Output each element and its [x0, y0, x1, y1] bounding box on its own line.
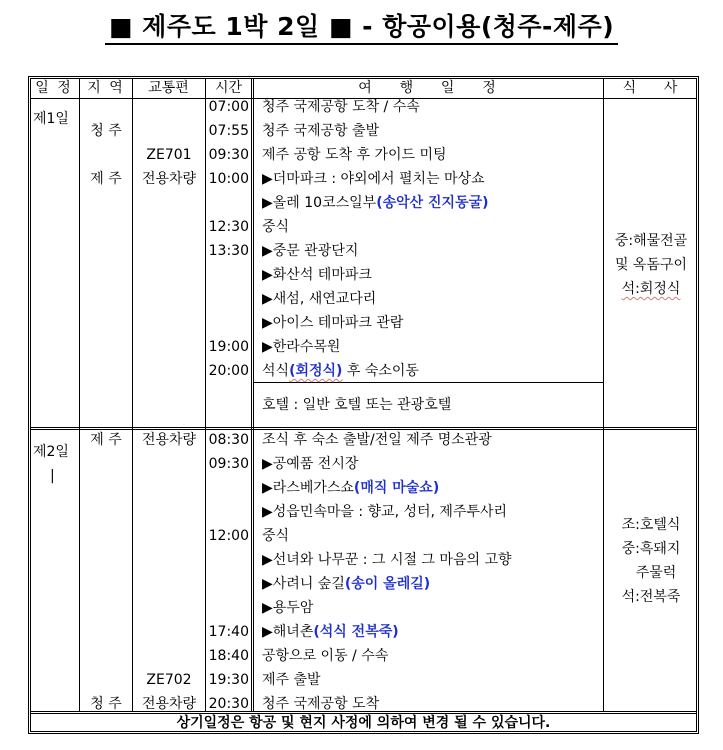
schedule-highlight: (석식 전복죽)	[313, 624, 399, 640]
day1-region-dest: 제 주	[90, 171, 122, 187]
schedule-item: ▶해녀촌(석식 전복죽)	[262, 624, 399, 640]
schedule-item: 제주 출발	[262, 672, 321, 688]
schedule-item: ▶화산석 테마파크	[262, 267, 372, 283]
schedule-item: 중식	[262, 219, 290, 235]
schedule-item: 공항으로 이동 / 수속	[262, 648, 389, 664]
day2-marker: |	[50, 468, 55, 484]
day2-flight: ZE702	[146, 672, 192, 688]
column-line	[251, 78, 254, 712]
day2-vehicle: 전용차량	[141, 432, 197, 448]
day2-meal: 석:전복죽	[621, 589, 681, 605]
schedule-time: 08:30	[208, 432, 249, 448]
header-itinerary: 여 행 일 정	[358, 80, 498, 96]
schedule-item: 제주 공항 도착 후 가이드 미팅	[262, 147, 447, 163]
schedule-item: ▶중문 관광단지	[262, 243, 359, 259]
header-transport: 교통편	[148, 80, 189, 96]
header-day: 일 정	[35, 80, 73, 96]
day2-label: 제2일	[33, 444, 69, 460]
column-line	[603, 78, 604, 712]
schedule-item: ▶사려니 숲길(송이 올레길)	[262, 576, 431, 592]
header-region: 지 역	[87, 80, 125, 96]
day1-meal: 석:회정식	[621, 281, 681, 297]
day1-flight: ZE701	[146, 147, 192, 163]
footer-notice: 상기일정은 항공 및 현지 사정에 의하여 변경 될 수 있습니다.	[176, 715, 551, 731]
day1-hotel: 호텔 : 일반 호텔 또는 관광호텔	[262, 397, 452, 413]
schedule-time: 12:30	[208, 219, 249, 235]
day2-meal: 중:흑돼지	[621, 541, 681, 557]
day1-meal: 및 옥돔구이	[614, 257, 688, 273]
schedule-time: 09:30	[208, 147, 249, 163]
schedule-item: ▶더마파크 : 야외에서 펼치는 마상쇼	[262, 171, 485, 187]
schedule-time: 19:30	[208, 672, 249, 688]
schedule-item: ▶선녀와 나무꾼 : 그 시절 그 마음의 고향	[262, 552, 512, 568]
schedule-time: 09:30	[208, 456, 249, 472]
schedule-time: 19:00	[208, 339, 249, 355]
schedule-highlight: (회정식)	[289, 363, 343, 379]
day2-vehicle-return: 전용차량	[141, 696, 197, 712]
schedule-item: 조식 후 숙소 출발/전일 제주 명소관광	[262, 432, 492, 448]
schedule-highlight: (매직 마술쇼)	[353, 480, 440, 496]
schedule-time: 07:55	[208, 123, 249, 139]
schedule-time: 12:00	[208, 528, 249, 544]
schedule-item: 중식	[262, 528, 290, 544]
schedule-time: 10:00	[208, 171, 249, 187]
schedule-item: ▶성읍민속마을 : 향교, 성터, 제주투사리	[262, 504, 508, 520]
schedule-highlight: (송악산 진지동굴)	[376, 195, 489, 211]
day2-meal: 주물럭	[635, 565, 677, 581]
schedule-time: 18:40	[208, 648, 249, 664]
schedule-item: 청주 국제공항 출발	[262, 123, 380, 139]
schedule-item: ▶아이스 테마파크 관람	[262, 315, 404, 331]
day2-region-origin: 제 주	[90, 432, 122, 448]
header-meals: 식 사	[622, 80, 680, 96]
day1-vehicle: 전용차량	[141, 171, 197, 187]
schedule-time: 17:40	[208, 624, 249, 640]
schedule-item: ▶올레 10코스일부(송악산 진지동굴)	[262, 195, 489, 211]
schedule-time: 07:00	[208, 99, 249, 115]
page-title: ■ 제주도 1박 2일 ■ - 항공이용(청주-제주)	[0, 12, 723, 45]
schedule-item: ▶용두암	[262, 600, 314, 616]
day2-region-dest: 청 주	[90, 696, 122, 712]
schedule-time: 20:00	[208, 363, 249, 379]
schedule-item: 청주 국제공항 도착	[262, 696, 380, 712]
schedule-item: ▶한라수목원	[262, 339, 341, 355]
day1-label: 제1일	[33, 111, 69, 127]
schedule-item: ▶라스베가스쇼(매직 마술쇼)	[262, 480, 440, 496]
schedule-time: 13:30	[208, 243, 249, 259]
day1-meal: 중:해물전골	[614, 233, 688, 249]
schedule-time: 20:30	[208, 696, 249, 712]
schedule-item: ▶새섬, 새연교다리	[262, 291, 377, 307]
header-time: 시간	[214, 80, 243, 96]
day1-region-origin: 청 주	[90, 123, 122, 139]
day2-meal: 조:호텔식	[621, 517, 681, 533]
schedule-item: 석식(회정식) 후 숙소이동	[262, 363, 419, 379]
schedule-item: 청주 국제공항 도착 / 수속	[262, 99, 420, 115]
schedule-item: ▶공예품 전시장	[262, 456, 359, 472]
schedule-highlight: (송이 올레길)	[344, 576, 431, 592]
